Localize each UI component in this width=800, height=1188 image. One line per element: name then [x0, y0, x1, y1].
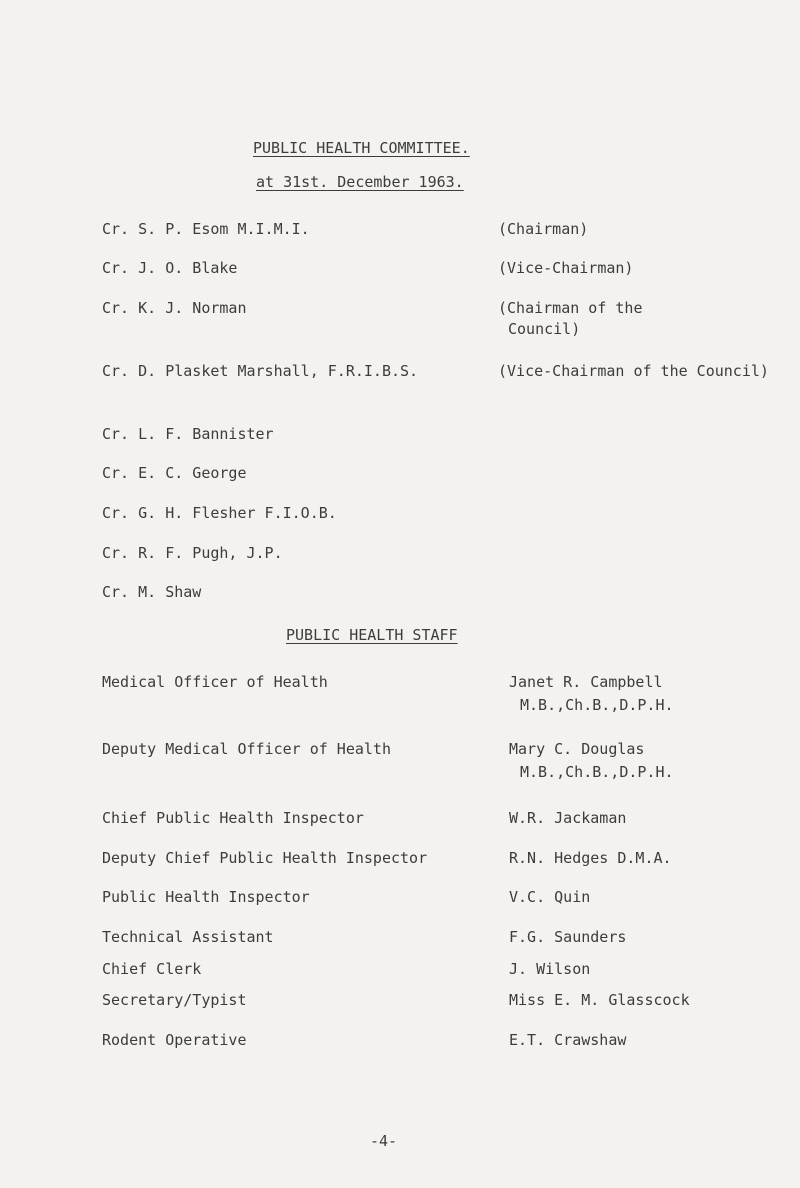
staff-qualification: M.B.,Ch.B.,D.P.H. — [520, 763, 674, 781]
member-name: Cr. G. H. Flesher F.I.O.B. — [102, 504, 337, 522]
page-number: -4- — [370, 1132, 398, 1150]
committee-date: at 31st. December 1963. — [256, 173, 464, 191]
member-name: Cr. D. Plasket Marshall, F.R.I.B.S. — [102, 362, 419, 380]
staff-position: Rodent Operative — [102, 1031, 247, 1049]
staff-title: PUBLIC HEALTH STAFF — [286, 626, 458, 644]
staff-position: Deputy Medical Officer of Health — [102, 740, 391, 758]
member-name: Cr. L. F. Bannister — [102, 425, 274, 443]
staff-name: Janet R. Campbell — [509, 673, 663, 691]
committee-title: PUBLIC HEALTH COMMITTEE. — [253, 139, 470, 157]
staff-position: Medical Officer of Health — [102, 673, 328, 691]
member-name: Cr. K. J. Norman — [102, 299, 247, 317]
member-role: (Vice-Chairman of the Council) — [498, 362, 769, 380]
member-role: (Chairman of the Council) — [498, 299, 643, 338]
member-name: Cr. M. Shaw — [102, 583, 202, 601]
staff-name: J. Wilson — [509, 960, 591, 978]
member-name: Cr. J. O. Blake — [102, 259, 238, 277]
staff-name: E.T. Crawshaw — [509, 1031, 627, 1049]
member-name: Cr. S. P. Esom M.I.M.I. — [102, 220, 310, 238]
staff-qualification: M.B.,Ch.B.,D.P.H. — [520, 696, 674, 714]
staff-name: Mary C. Douglas — [509, 740, 645, 758]
staff-position: Chief Clerk — [102, 960, 202, 978]
staff-position: Technical Assistant — [102, 928, 274, 946]
staff-position: Secretary/Typist — [102, 991, 247, 1009]
member-role: (Chairman) — [498, 220, 589, 238]
member-name: Cr. R. F. Pugh, J.P. — [102, 544, 283, 562]
staff-name: W.R. Jackaman — [509, 809, 627, 827]
member-role: (Vice-Chairman) — [498, 259, 634, 277]
staff-name: F.G. Saunders — [509, 928, 627, 946]
staff-position: Public Health Inspector — [102, 888, 310, 906]
staff-position: Deputy Chief Public Health Inspector — [102, 849, 428, 867]
staff-name: V.C. Quin — [509, 888, 591, 906]
member-name: Cr. E. C. George — [102, 464, 247, 482]
staff-name: Miss E. M. Glasscock — [509, 991, 690, 1009]
staff-position: Chief Public Health Inspector — [102, 809, 364, 827]
staff-name: R.N. Hedges D.M.A. — [509, 849, 672, 867]
